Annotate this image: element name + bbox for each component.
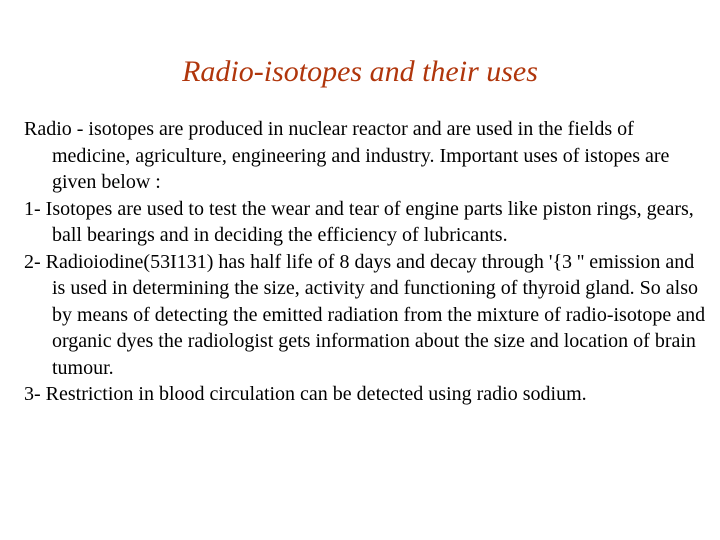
slide-title: Radio-isotopes and their uses — [182, 55, 538, 88]
list-item: 3- Restriction in blood circulation can be detected using radio sodium. — [24, 383, 587, 405]
intro-paragraph: Radio - isotopes are produced in nuclear reactor and are used in the fields of medicine, agriculture, engineering and industry. Important uses of istopes are given below : — [24, 118, 670, 193]
list-item: 1- Isotopes are used to test the wear and tear of engine parts like piston rings, gears, ball bearings and in deciding the efficiency of lubricants. — [24, 197, 694, 246]
list-item: 2- Radioiodine(53I131) has half life of 8 days and decay through '{3 '' emission and is used in determining the size, activity and functioning of thyroid gland. So also by means of detecting the emitted radiation from the mixture of radio-isotope and organic dyes the radiologist gets information about the size and location of brain tumour. — [24, 250, 706, 379]
slide-body — [24, 116, 710, 408]
